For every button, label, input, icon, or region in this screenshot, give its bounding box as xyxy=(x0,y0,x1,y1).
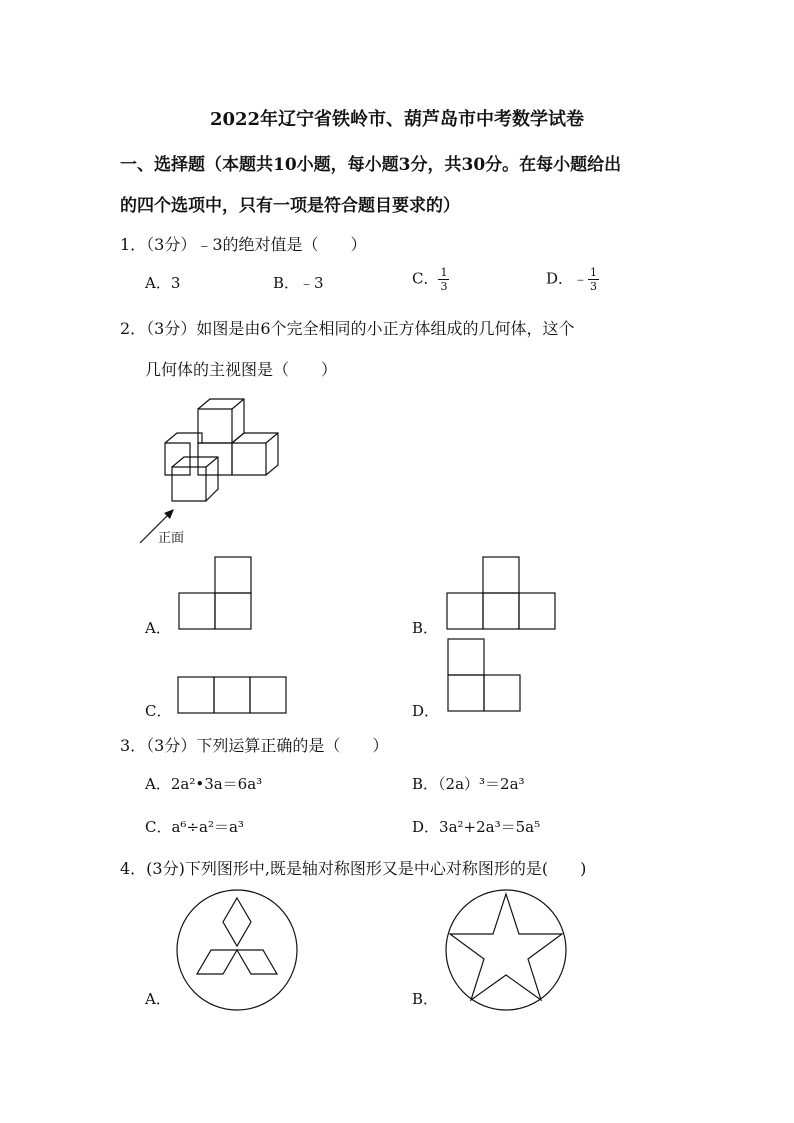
q4-option-b-figure xyxy=(444,888,568,1012)
q2-option-b-label: B． xyxy=(412,619,439,637)
q2-option-d-figure xyxy=(446,638,522,714)
q1-d-numerator: 1 xyxy=(590,266,598,279)
q1-option-d-fraction xyxy=(588,266,599,293)
q1-c-denominator: 3 xyxy=(440,280,448,293)
q1-c-numerator: 1 xyxy=(440,266,448,279)
q3-option-d-label: D． xyxy=(412,818,440,836)
q2-option-a-figure xyxy=(177,556,253,632)
q3-option-c xyxy=(145,816,244,837)
q3-option-b xyxy=(412,773,525,794)
q3-option-a xyxy=(145,773,262,794)
q2-cube-solid-figure xyxy=(130,395,300,555)
q4-option-b-label: B． xyxy=(412,990,439,1008)
question-1-stem: 1．（3分）﹣3的绝对值是（ ） xyxy=(120,235,367,254)
q3-option-b-expression: （2a）³＝2a³ xyxy=(438,775,525,793)
q1-option-d-label: D．﹣ xyxy=(546,269,589,288)
front-view-label: 正面 xyxy=(158,531,185,546)
question-4-stem: 4．(3分)下列图形中,既是轴对称图形又是中心对称图形的是( ) xyxy=(120,859,587,878)
q3-option-d xyxy=(412,816,540,837)
q3-option-d-expression: 3a²+2a³＝5a⁵ xyxy=(439,818,541,836)
q3-option-c-label: C． xyxy=(145,818,172,836)
question-2-stem-line1: 2．（3分）如图是由6个完全相同的小正方体组成的几何体，这个 xyxy=(120,319,575,338)
q2-option-d-label: D． xyxy=(412,702,440,720)
q3-option-c-expression: a⁶÷a²＝a³ xyxy=(171,818,244,836)
section-header-line2: 的四个选项中，只有一项是符合题目要求的） xyxy=(120,196,460,216)
q1-option-c-fraction xyxy=(438,266,449,293)
q2-option-c-label: C． xyxy=(145,702,172,720)
q4-option-a-figure xyxy=(175,888,299,1012)
q3-option-a-expression: 2a²•3a＝6a³ xyxy=(170,775,263,793)
question-2-stem-line2: 几何体的主视图是（ ） xyxy=(145,360,338,379)
section-header-line1: 一、选择题（本题共10小题，每小题3分，共30分。在每小题给出 xyxy=(120,155,622,175)
q2-option-c-figure xyxy=(176,675,288,715)
question-3-stem: 3．（3分）下列运算正确的是（ ） xyxy=(120,736,389,755)
q1-option-a: A．3 xyxy=(145,274,181,292)
page-title: 2022年辽宁省铁岭市、葫芦岛市中考数学试卷 xyxy=(209,109,585,130)
q4-option-a-label: A． xyxy=(145,990,171,1008)
q1-option-b: B．﹣3 xyxy=(273,274,324,292)
q3-option-b-label: B． xyxy=(412,775,439,793)
q1-option-c-label: C． xyxy=(412,269,439,288)
q2-option-b-figure xyxy=(445,556,557,632)
q3-option-a-label: A． xyxy=(145,775,171,793)
q1-option-c xyxy=(412,266,449,293)
q1-d-denominator: 3 xyxy=(590,280,598,293)
q2-option-a-label: A． xyxy=(145,619,171,637)
q1-option-d xyxy=(546,266,599,293)
